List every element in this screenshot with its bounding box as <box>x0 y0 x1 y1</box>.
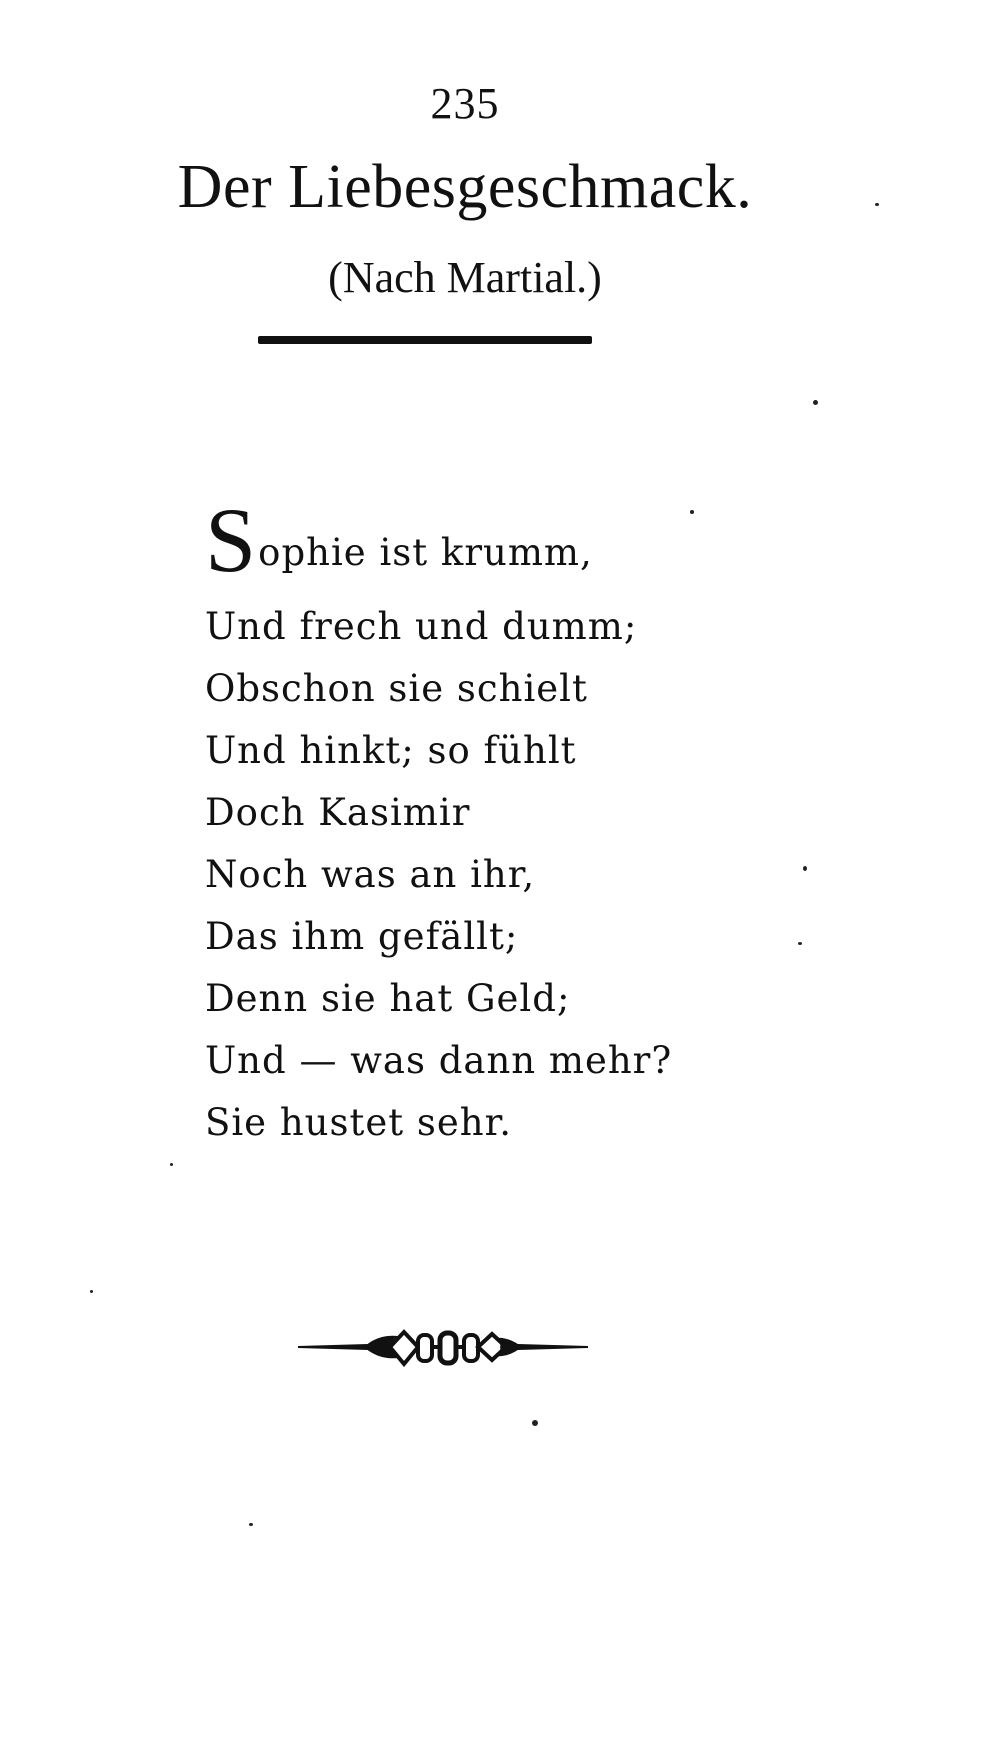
poem-body <box>205 489 765 1154</box>
print-speck <box>532 1420 538 1426</box>
poem-line-5: Doch Kasimir <box>205 791 471 834</box>
print-speck <box>813 400 818 405</box>
print-speck <box>249 1523 253 1526</box>
poem-line-8: Denn sie hat Geld; <box>205 977 571 1020</box>
poem-line-6: Noch was an ihr, <box>205 853 536 896</box>
poem-line-1 <box>205 489 765 596</box>
poem-line-10: Sie hustet sehr. <box>205 1101 512 1144</box>
print-speck <box>690 510 694 514</box>
drop-cap: S <box>205 489 258 591</box>
poem-subtitle: (Nach Martial.) <box>328 253 602 302</box>
print-speck <box>170 1163 173 1166</box>
poem-line-2: Und frech und dumm; <box>205 605 638 648</box>
poem-line-3: Obschon sie schielt <box>205 667 588 710</box>
poem-line-4: Und hinkt; so fühlt <box>205 729 577 772</box>
print-speck <box>90 1290 93 1293</box>
print-speck <box>798 942 802 945</box>
poem-line-7: Das ihm gefällt; <box>205 915 519 958</box>
title-rule <box>258 336 592 344</box>
page-number: 235 <box>430 79 500 128</box>
tailpiece-ornament-icon <box>298 1322 588 1372</box>
print-speck <box>875 203 879 206</box>
poem-title: Der Liebesgeschmack. <box>177 153 753 221</box>
poem-line-1-text: ophie ist krumm, <box>258 531 593 574</box>
print-speck <box>803 866 807 871</box>
poem-line-9: Und — was dann mehr? <box>205 1039 673 1082</box>
